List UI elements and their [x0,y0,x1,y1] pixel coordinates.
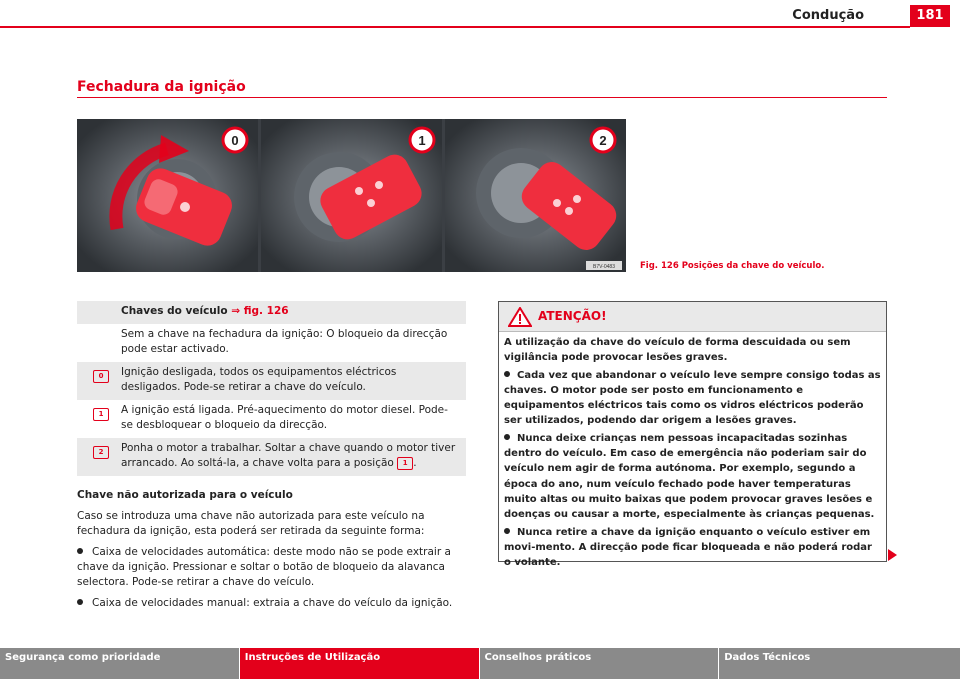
table-row-text: A ignição está ligada. Pré-aquecimento do motor diesel. Pode-se desbloquear o bloqueio da direcção. [121,404,448,431]
table-row-text [121,441,466,471]
list-item [77,545,466,590]
tab-seguranca[interactable]: Segurança como prioridade [0,648,239,679]
key-positions-table [77,301,466,476]
next-page-arrow-icon[interactable] [888,549,897,561]
table-row [77,400,466,438]
tab-instrucoes[interactable]: Instruções de Utilização [240,648,479,679]
warning-item-text: Cada vez que abandonar o veículo leve sempre consigo todas as chaves. O motor pode ser posto em funcionamento e equipamentos eléctricos tais como os vidros eléctricos poderão ser utilizados, podendo dar origem a lesões graves. [504,369,881,427]
intro-paragraph: Caso se introduza uma chave não autorizada para este veículo na fechadura da ignição, esta poderá ser retirada da seguinte forma: [77,510,425,537]
position-badge-inline: 1 [397,457,413,470]
warning-box [498,301,887,569]
warning-triangle-icon [508,307,532,327]
warning-item [504,525,882,571]
position-marker-0: 0 [231,133,239,148]
table-header-row [77,301,466,324]
warning-item-text: Nunca retire a chave da ignição enquanto o veículo estiver em movi-mento. A direcção pode ficar bloqueada e não poderá rodar o volante. [504,526,872,569]
warning-title: ATENÇÃO! [538,309,607,323]
section-rule [77,97,887,98]
table-row [77,324,466,362]
chapter-title: Condução [792,8,864,23]
warning-body [499,332,886,570]
figure-caption: Fig. 126 Posições da chave do veículo. [640,261,825,271]
table-row-text: Ignição desligada, todos os equipamentos eléctricos desligados. Pode-se retirar a chave do veículo. [121,366,397,393]
table-row [77,362,466,400]
bullet-icon [504,371,510,377]
unauthorized-key-section [77,488,466,617]
figure-panel-position-2 [445,119,626,272]
subsection-heading: Chave não autorizada para o veículo [77,489,293,501]
bullet-icon [77,548,83,554]
position-badge: 0 [93,370,109,383]
position-marker-2: 2 [599,133,607,148]
chapter-tabs [0,648,960,679]
cross-reference-arrow: ⇒ [231,305,241,317]
list-item [77,596,466,611]
figure-panel-position-1 [261,119,442,272]
ignition-key-figure [77,119,626,272]
position-marker-1: 1 [418,133,426,148]
table-row-text-end: . [413,457,417,469]
table-row-text-main: Ponha o motor a trabalhar. Soltar a chave quando o motor tiver arrancado. Ao soltá-la, a chave volta para a posição [121,442,456,469]
warning-item-text: Nunca deixe crianças nem pessoas incapacitadas sozinhas dentro do veículo. Em caso de emergência não poderiam sair do veículo nem agir de forma autónoma. Por exemplo, segundo a época do ano, num veículo fechado pode haver temperaturas muito altas ou muito baixas que podem provocar graves lesões e doenças ou causar a morte, especialmente às crianças pequenas. [504,432,875,521]
table-row [77,438,466,476]
section-title: Fechadura da ignição [77,79,246,95]
tab-dados-tecnicos[interactable]: Dados Técnicos [719,648,960,679]
warning-item [504,368,882,429]
table-row-text: Sem a chave na fechadura da ignição: O bloqueio da direcção pode estar activado. [121,328,448,355]
position-badge: 1 [93,408,109,421]
tab-conselhos[interactable]: Conselhos práticos [480,648,719,679]
bullet-icon [77,599,83,605]
list-item-text: Caixa de velocidades manual: extraia a chave do veículo da ignição. [92,597,453,609]
figure-panel-position-0 [77,119,258,272]
bullet-icon [504,528,510,534]
table-header-label: Chaves do veículo [121,305,228,317]
figure-code: B7V-0483 [593,264,615,270]
page-number: 181 [910,5,950,27]
position-badge: 2 [93,446,109,459]
warning-item [504,431,882,523]
header-rule [0,26,910,28]
warning-intro: A utilização da chave do veículo de forma descuidada ou sem vigilância pode provocar lesões graves. [504,337,851,364]
bullet-icon [504,434,510,440]
figure-reference-link[interactable]: fig. 126 [243,305,289,317]
list-item-text: Caixa de velocidades automática: deste modo não se pode extrair a chave da ignição. Pressionar e soltar o botão de bloqueio da alavanca selectora. Pode-se retirar a chave do veículo. [77,546,451,588]
warning-header [499,302,886,332]
